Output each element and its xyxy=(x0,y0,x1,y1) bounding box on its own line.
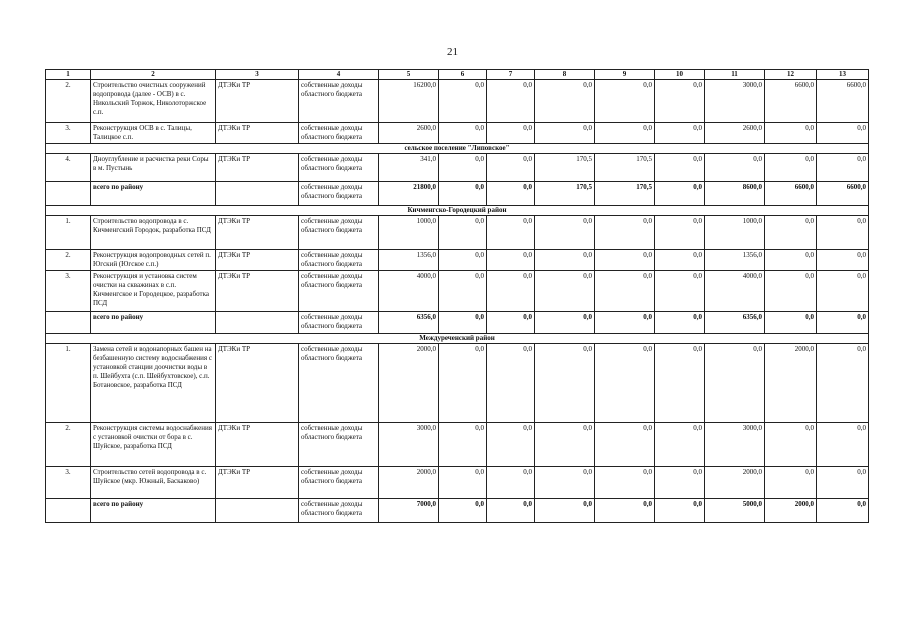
amount-cell: 2000,0 xyxy=(705,467,765,499)
amount-cell: 0,0 xyxy=(487,80,535,123)
amount-cell: 0,0 xyxy=(765,123,817,144)
section-title: Кичменгско-Городецкий район xyxy=(46,206,869,216)
table-row xyxy=(46,467,869,499)
row-number xyxy=(46,182,91,206)
amount-cell: 0,0 xyxy=(817,216,869,250)
amount-cell: 0,0 xyxy=(817,467,869,499)
table-row xyxy=(46,344,869,423)
row-number: 4. xyxy=(46,154,91,182)
amount-cell: 0,0 xyxy=(535,250,595,271)
row-number: 3. xyxy=(46,123,91,144)
amount-cell: 1356,0 xyxy=(379,250,439,271)
budget-table xyxy=(45,69,869,523)
amount-cell: 1000,0 xyxy=(705,216,765,250)
amount-cell: 5000,0 xyxy=(705,499,765,523)
amount-cell: 0,0 xyxy=(655,344,705,423)
column-header: 2 xyxy=(91,70,216,80)
column-header: 13 xyxy=(817,70,869,80)
measure-name: Замена сетей и водонапорных башен на безбашенную систему водоснабжения с установкой станции доочистки воды в п. Шейбухта (с.п. Шейбухтовское), с.п. Ботановское, разработка ПСД xyxy=(91,344,216,423)
amount-cell: 0,0 xyxy=(817,344,869,423)
total-row xyxy=(46,182,869,206)
amount-cell: 1356,0 xyxy=(705,250,765,271)
funding-source: собственные доходы областного бюджета xyxy=(299,250,379,271)
amount-cell: 0,0 xyxy=(817,312,869,334)
amount-cell: 0,0 xyxy=(487,216,535,250)
amount-cell: 6600,0 xyxy=(817,80,869,123)
amount-cell: 0,0 xyxy=(439,250,487,271)
amount-cell: 2000,0 xyxy=(379,344,439,423)
amount-cell: 0,0 xyxy=(535,80,595,123)
amount-cell: 7000,0 xyxy=(379,499,439,523)
amount-cell: 0,0 xyxy=(655,312,705,334)
amount-cell: 0,0 xyxy=(765,271,817,312)
amount-cell: 0,0 xyxy=(595,80,655,123)
amount-cell: 0,0 xyxy=(595,467,655,499)
amount-cell: 170,5 xyxy=(595,182,655,206)
measure-name: Строительство очистных сооружений водопровода (далее - ОСВ) в с. Никольский Торжок, Николоторжское с.п. xyxy=(91,80,216,123)
amount-cell: 4000,0 xyxy=(705,271,765,312)
amount-cell: 0,0 xyxy=(655,250,705,271)
amount-cell: 6600,0 xyxy=(765,80,817,123)
section-row xyxy=(46,144,869,154)
funding-source: собственные доходы областного бюджета xyxy=(299,467,379,499)
amount-cell: 3000,0 xyxy=(705,80,765,123)
column-header: 10 xyxy=(655,70,705,80)
column-header: 7 xyxy=(487,70,535,80)
funding-source: собственные доходы областного бюджета xyxy=(299,423,379,467)
column-header: 8 xyxy=(535,70,595,80)
responsible-agency xyxy=(216,499,299,523)
amount-cell: 0,0 xyxy=(535,312,595,334)
amount-cell: 0,0 xyxy=(535,423,595,467)
measure-name: всего по району xyxy=(91,182,216,206)
amount-cell: 0,0 xyxy=(655,467,705,499)
measure-name: всего по району xyxy=(91,312,216,334)
amount-cell: 0,0 xyxy=(595,344,655,423)
column-header: 1 xyxy=(46,70,91,80)
page-number: 21 xyxy=(447,46,458,58)
amount-cell: 0,0 xyxy=(595,271,655,312)
amount-cell: 0,0 xyxy=(817,123,869,144)
amount-cell: 341,0 xyxy=(379,154,439,182)
table-row xyxy=(46,250,869,271)
amount-cell: 0,0 xyxy=(439,423,487,467)
amount-cell: 0,0 xyxy=(439,154,487,182)
column-header: 5 xyxy=(379,70,439,80)
amount-cell: 4000,0 xyxy=(379,271,439,312)
amount-cell: 6600,0 xyxy=(817,182,869,206)
header-row xyxy=(46,70,869,80)
measure-name: Строительство сетей водопровода в с. Шуйское (мкр. Южный, Баскаково) xyxy=(91,467,216,499)
amount-cell: 0,0 xyxy=(765,312,817,334)
row-number: 3. xyxy=(46,271,91,312)
amount-cell: 2600,0 xyxy=(705,123,765,144)
measure-name: Дноуглубление и расчистка реки Соры в м. Пустынь xyxy=(91,154,216,182)
amount-cell: 0,0 xyxy=(487,467,535,499)
responsible-agency: ДТЭКи ТР xyxy=(216,123,299,144)
amount-cell: 0,0 xyxy=(765,216,817,250)
amount-cell: 0,0 xyxy=(655,271,705,312)
responsible-agency: ДТЭКи ТР xyxy=(216,250,299,271)
amount-cell: 21800,0 xyxy=(379,182,439,206)
table-row xyxy=(46,80,869,123)
amount-cell: 0,0 xyxy=(487,182,535,206)
amount-cell: 6356,0 xyxy=(705,312,765,334)
amount-cell: 0,0 xyxy=(765,467,817,499)
column-header: 4 xyxy=(299,70,379,80)
amount-cell: 16200,0 xyxy=(379,80,439,123)
amount-cell: 0,0 xyxy=(535,216,595,250)
amount-cell: 1000,0 xyxy=(379,216,439,250)
amount-cell: 170,5 xyxy=(595,154,655,182)
amount-cell: 0,0 xyxy=(487,423,535,467)
amount-cell: 0,0 xyxy=(817,271,869,312)
amount-cell: 0,0 xyxy=(535,344,595,423)
column-header: 9 xyxy=(595,70,655,80)
table-row xyxy=(46,123,869,144)
responsible-agency xyxy=(216,312,299,334)
table-row xyxy=(46,154,869,182)
amount-cell: 0,0 xyxy=(765,154,817,182)
responsible-agency: ДТЭКи ТР xyxy=(216,216,299,250)
row-number: 2. xyxy=(46,423,91,467)
total-row xyxy=(46,499,869,523)
amount-cell: 0,0 xyxy=(487,250,535,271)
funding-source: собственные доходы областного бюджета xyxy=(299,154,379,182)
column-header: 11 xyxy=(705,70,765,80)
amount-cell: 0,0 xyxy=(595,499,655,523)
amount-cell: 0,0 xyxy=(655,80,705,123)
amount-cell: 0,0 xyxy=(439,344,487,423)
row-number xyxy=(46,312,91,334)
amount-cell: 0,0 xyxy=(487,271,535,312)
measure-name: всего по району xyxy=(91,499,216,523)
amount-cell: 0,0 xyxy=(439,312,487,334)
amount-cell: 0,0 xyxy=(535,271,595,312)
row-number: 2. xyxy=(46,250,91,271)
measure-name: Реконструкция и установка систем очистки на скважинах в с.п. Кичменгское и Городецкое, разработка ПСД xyxy=(91,271,216,312)
measure-name: Реконструкция водопроводных сетей п. Югский (Югское с.п.) xyxy=(91,250,216,271)
amount-cell: 0,0 xyxy=(487,499,535,523)
amount-cell: 0,0 xyxy=(439,80,487,123)
amount-cell: 0,0 xyxy=(765,423,817,467)
amount-cell: 6356,0 xyxy=(379,312,439,334)
responsible-agency: ДТЭКи ТР xyxy=(216,154,299,182)
amount-cell: 2000,0 xyxy=(765,499,817,523)
row-number: 1. xyxy=(46,344,91,423)
amount-cell: 0,0 xyxy=(655,182,705,206)
funding-source: собственные доходы областного бюджета xyxy=(299,123,379,144)
funding-source: собственные доходы областного бюджета xyxy=(299,216,379,250)
funding-source: собственные доходы областного бюджета xyxy=(299,271,379,312)
responsible-agency: ДТЭКи ТР xyxy=(216,467,299,499)
amount-cell: 0,0 xyxy=(817,250,869,271)
row-number: 3. xyxy=(46,467,91,499)
amount-cell: 3000,0 xyxy=(379,423,439,467)
responsible-agency: ДТЭКи ТР xyxy=(216,80,299,123)
amount-cell: 2600,0 xyxy=(379,123,439,144)
funding-source: собственные доходы областного бюджета xyxy=(299,182,379,206)
measure-name: Реконструкция системы водоснабжения с установкой очистки от бора в с. Шуйское, разработка ПСД xyxy=(91,423,216,467)
amount-cell: 0,0 xyxy=(439,499,487,523)
funding-source: собственные доходы областного бюджета xyxy=(299,312,379,334)
amount-cell: 0,0 xyxy=(535,123,595,144)
amount-cell: 170,5 xyxy=(535,182,595,206)
measure-name: Строительство водопровода в с. Кичменгский Городок, разработка ПСД xyxy=(91,216,216,250)
amount-cell: 0,0 xyxy=(535,467,595,499)
amount-cell: 0,0 xyxy=(705,344,765,423)
amount-cell: 3000,0 xyxy=(705,423,765,467)
amount-cell: 0,0 xyxy=(487,154,535,182)
table-body xyxy=(46,80,869,523)
amount-cell: 0,0 xyxy=(535,499,595,523)
amount-cell: 0,0 xyxy=(817,154,869,182)
responsible-agency xyxy=(216,182,299,206)
total-row xyxy=(46,312,869,334)
amount-cell: 2000,0 xyxy=(765,344,817,423)
funding-source: собственные доходы областного бюджета xyxy=(299,344,379,423)
amount-cell: 0,0 xyxy=(439,123,487,144)
responsible-agency: ДТЭКи ТР xyxy=(216,344,299,423)
section-row xyxy=(46,206,869,216)
amount-cell: 0,0 xyxy=(817,423,869,467)
amount-cell: 0,0 xyxy=(655,423,705,467)
measure-name: Реконструкция ОСВ в с. Талицы, Талицкое с.п. xyxy=(91,123,216,144)
amount-cell: 0,0 xyxy=(487,344,535,423)
responsible-agency: ДТЭКи ТР xyxy=(216,423,299,467)
amount-cell: 0,0 xyxy=(655,154,705,182)
row-number xyxy=(46,499,91,523)
row-number: 1. xyxy=(46,216,91,250)
amount-cell: 0,0 xyxy=(595,216,655,250)
amount-cell: 0,0 xyxy=(595,423,655,467)
amount-cell: 0,0 xyxy=(705,154,765,182)
amount-cell: 6600,0 xyxy=(765,182,817,206)
amount-cell: 2000,0 xyxy=(379,467,439,499)
amount-cell: 0,0 xyxy=(487,312,535,334)
amount-cell: 0,0 xyxy=(817,499,869,523)
column-header: 12 xyxy=(765,70,817,80)
section-row xyxy=(46,334,869,344)
funding-source: собственные доходы областного бюджета xyxy=(299,499,379,523)
amount-cell: 0,0 xyxy=(765,250,817,271)
section-title: сельское поселение "Липовское" xyxy=(46,144,869,154)
row-number: 2. xyxy=(46,80,91,123)
funding-source: собственные доходы областного бюджета xyxy=(299,80,379,123)
amount-cell: 8600,0 xyxy=(705,182,765,206)
amount-cell: 0,0 xyxy=(655,216,705,250)
amount-cell: 0,0 xyxy=(439,216,487,250)
amount-cell: 0,0 xyxy=(595,250,655,271)
column-header: 6 xyxy=(439,70,487,80)
amount-cell: 170,5 xyxy=(535,154,595,182)
amount-cell: 0,0 xyxy=(595,123,655,144)
amount-cell: 0,0 xyxy=(655,499,705,523)
table-row xyxy=(46,423,869,467)
amount-cell: 0,0 xyxy=(439,182,487,206)
amount-cell: 0,0 xyxy=(655,123,705,144)
column-header: 3 xyxy=(216,70,299,80)
table-row xyxy=(46,216,869,250)
amount-cell: 0,0 xyxy=(439,271,487,312)
amount-cell: 0,0 xyxy=(487,123,535,144)
responsible-agency: ДТЭКи ТР xyxy=(216,271,299,312)
section-title: Междуреченский район xyxy=(46,334,869,344)
amount-cell: 0,0 xyxy=(439,467,487,499)
amount-cell: 0,0 xyxy=(595,312,655,334)
table-row xyxy=(46,271,869,312)
